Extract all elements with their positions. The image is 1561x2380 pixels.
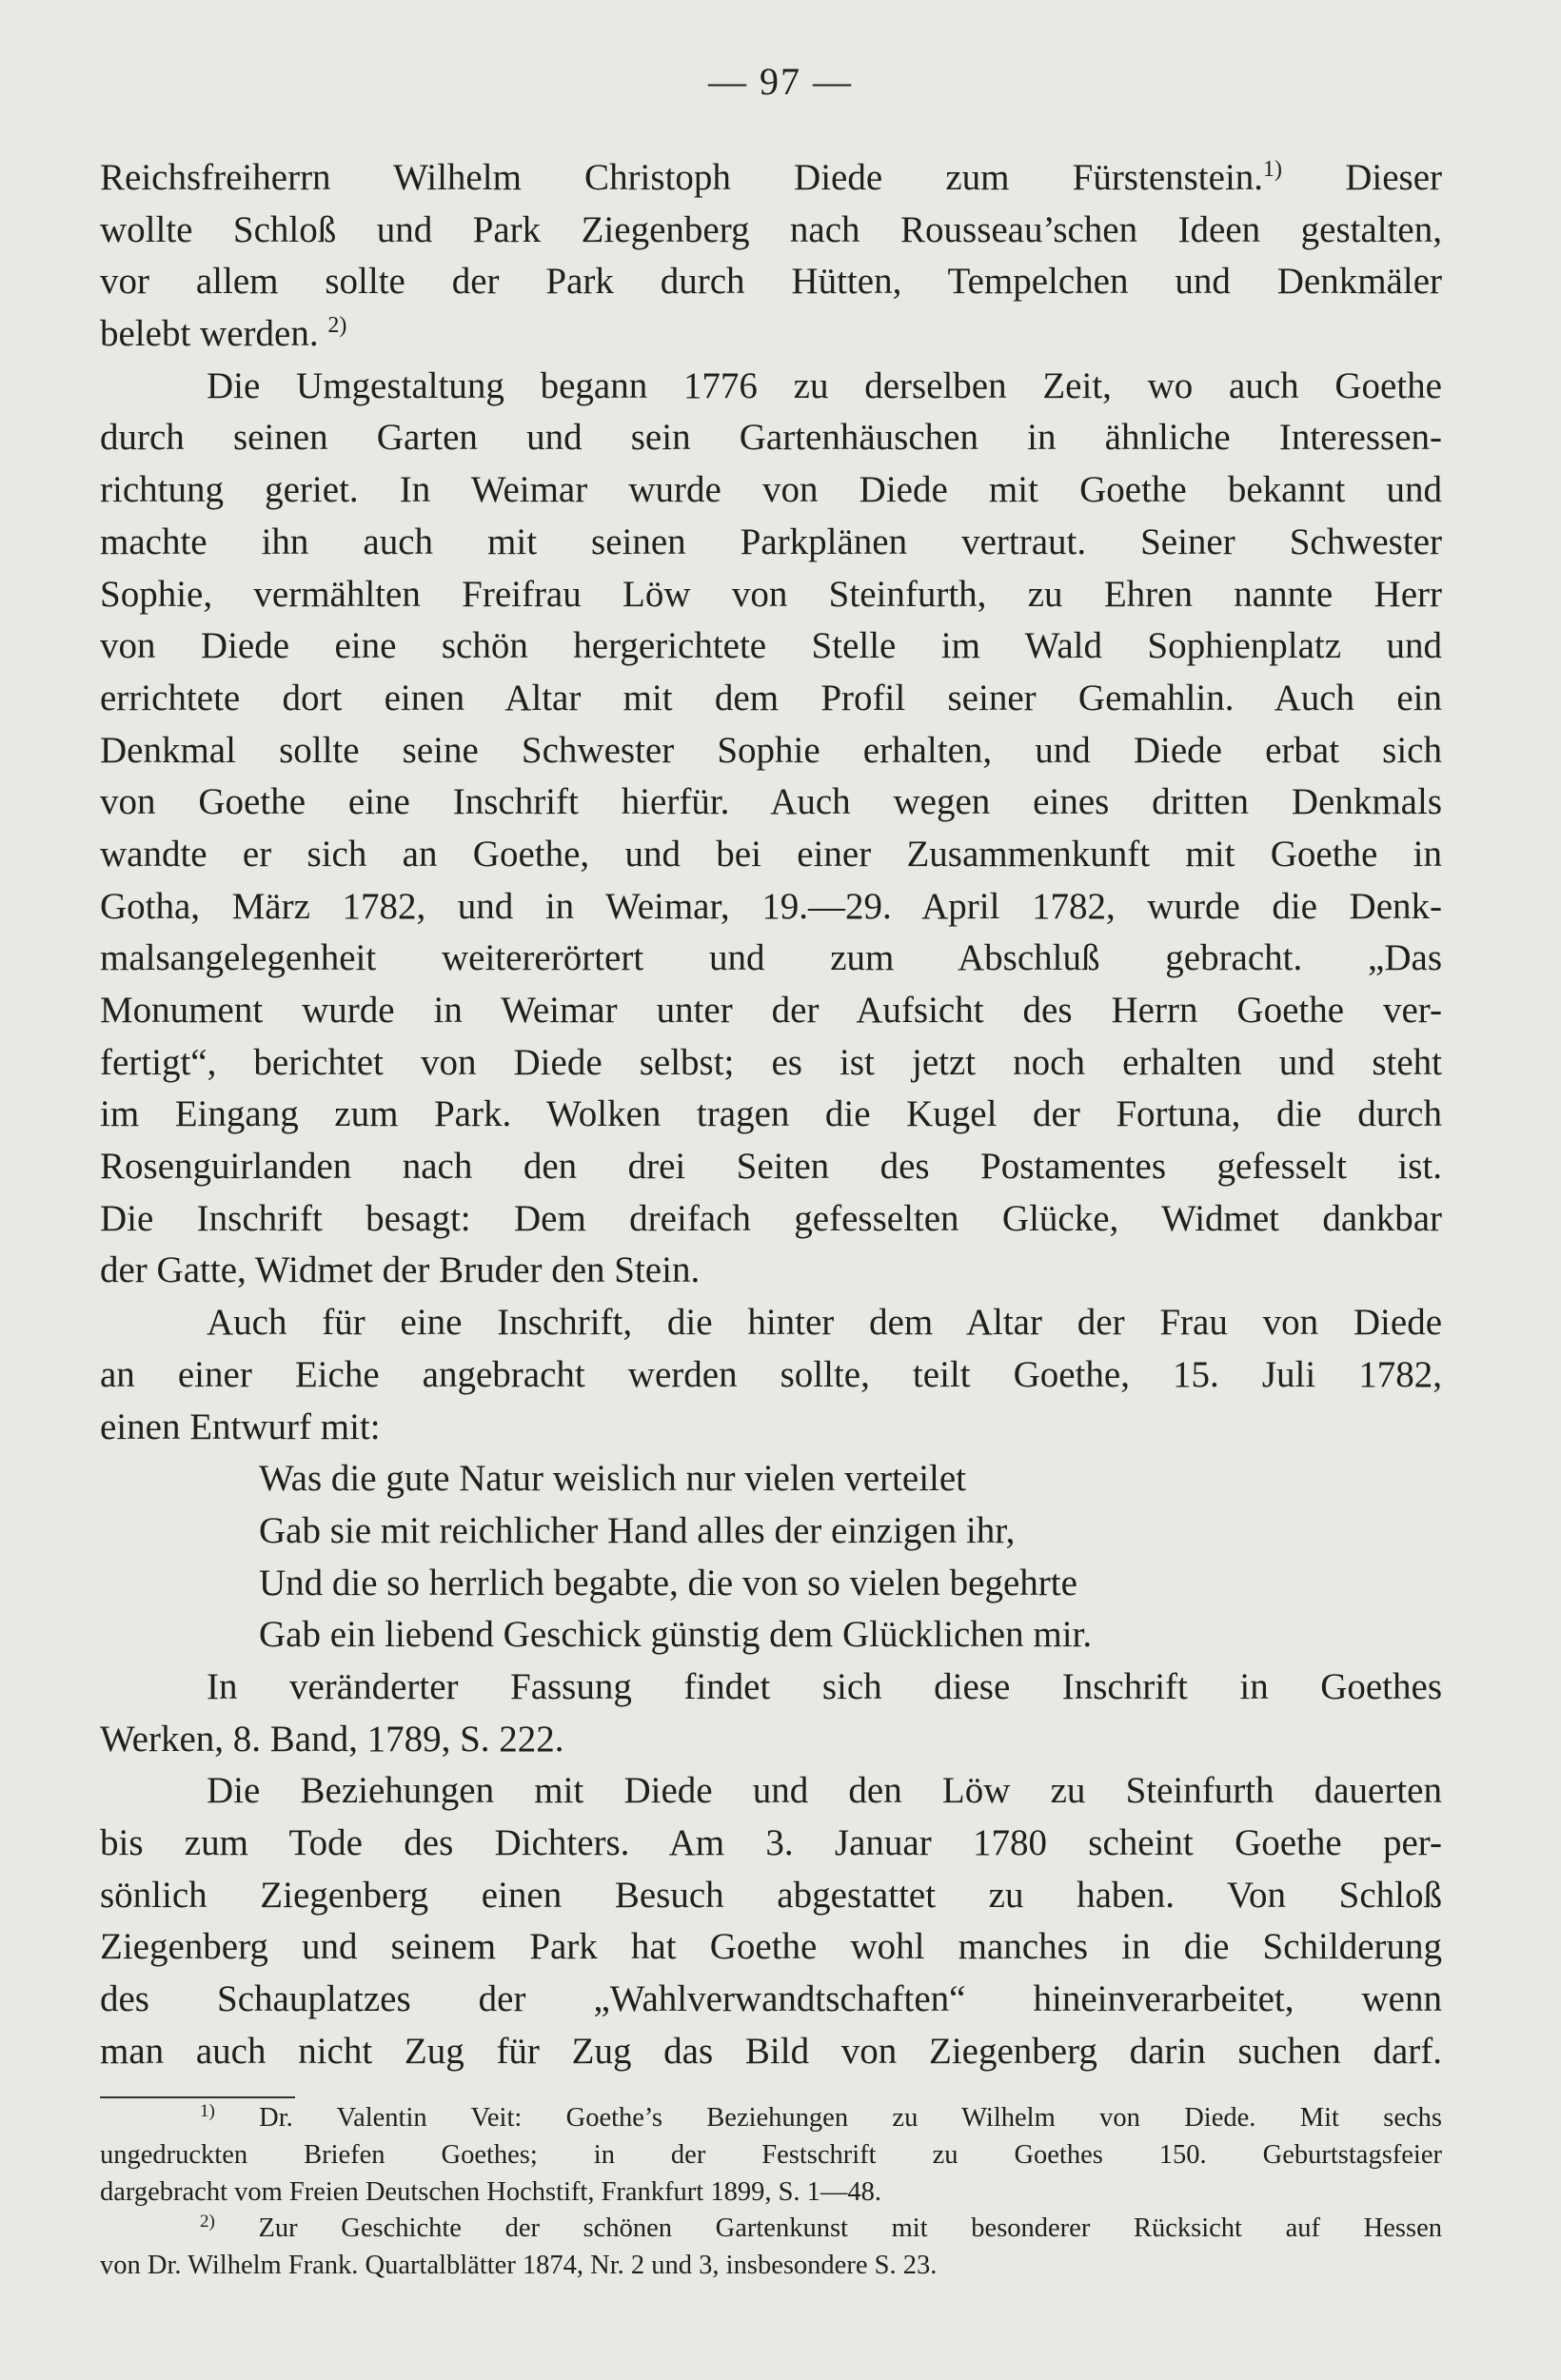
footnote-ref: 1) (1263, 157, 1283, 182)
text-line: errichtete dort einen Altar mit dem Profil seiner Gemahlin. Auch ein (100, 677, 1442, 718)
footnote-line: $^{2)}$ Zur Geschichte der schönen Gartenkunst mit besonderer Rücksicht auf Hessen (200, 2212, 1442, 2244)
footnote-ref: 2) (327, 313, 347, 339)
verse-line: Und die so herrlich begabte, die von so vielen begehrte (259, 1562, 1077, 1603)
verse-line: Gab ein liebend Geschick günstig dem Glücklichen mir. (259, 1614, 1093, 1656)
text-line: bis zum Tode des Dichters. Am 3. Januar 1780 scheint Goethe per- (100, 1822, 1442, 1863)
footnote-line: von Dr. Wilhelm Frank. Quartalblätter 1874, Nr. 2 und 3, insbesondere S. 23. (100, 2251, 938, 2281)
text-line: Reichsfreiherrn Wilhelm Christoph Diede zum Fürstenstein.$^{1)}$ Dieser (100, 157, 1442, 198)
text-line: man auch nicht Zug für Zug das Bild von Ziegenberg darin suchen darf. (100, 2030, 1442, 2072)
text-line: durch seinen Garten und sein Gartenhäuschen in ähnliche Interessen- (100, 417, 1442, 459)
text-line: fertigt“, berichtet von Diede selbst; es ist jetzt noch erhalten und steht (100, 1041, 1442, 1083)
text-line: Sophie, vermählten Freifrau Löw von Steinfurth, zu Ehren nannte Herr (100, 573, 1442, 615)
text-line: wollte Schloß und Park Ziegenberg nach Rousseau’schen Ideen gestalten, (100, 208, 1442, 250)
footnote-marker: 1) (200, 2101, 215, 2121)
text-line: von Goethe eine Inschrift hierfür. Auch wegen eines dritten Denkmals (100, 781, 1442, 823)
footnotes (100, 2100, 1442, 2285)
text-line: Monument wurde in Weimar unter der Aufsicht des Herrn Goethe ver- (100, 990, 1442, 1031)
text-line: malsangelegenheit weitererörtert und zum Abschluß gebracht. „Das (100, 937, 1442, 979)
text-line: In veränderter Fassung findet sich diese Inschrift in Goethes (207, 1665, 1442, 1707)
verse-line: Was die gute Natur weislich nur vielen verteilet (259, 1458, 967, 1500)
text-line: sönlich Ziegenberg einen Besuch abgestattet zu haben. Von Schloß (100, 1874, 1442, 1916)
text-line: der Gatte, Widmet der Bruder den Stein. (100, 1249, 701, 1291)
text-line: im Eingang zum Park. Wolken tragen die Kugel der Fortuna, die durch (100, 1093, 1442, 1135)
footnote-line: dargebracht vom Freien Deutschen Hochstift, Frankfurt 1899, S. 1—48. (100, 2176, 882, 2207)
text-line: Gotha, März 1782, und in Weimar, 19.—29. April 1782, wurde die Denk- (100, 885, 1442, 927)
footnote-line: $^{1)}$ Dr. Valentin Veit: Goethe’s Beziehungen zu Wilhelm von Diede. Mit sechs (200, 2101, 1442, 2133)
text-line: wandte er sich an Goethe, und bei einer Zusammenkunft mit Goethe in (100, 833, 1442, 875)
text-line: vor allem sollte der Park durch Hütten, Tempelchen und Denkmäler (100, 261, 1442, 303)
text-line: Die Beziehungen mit Diede und den Löw zu Steinfurth dauerten (207, 1770, 1442, 1812)
text-line: richtung geriet. In Weimar wurde von Diede mit Goethe bekannt und (100, 469, 1442, 511)
footnote-line: ungedruckten Briefen Goethes; in der Festschrift zu Goethes 150. Geburtstagsfeier (100, 2139, 1442, 2170)
text-line: Rosenguirlanden nach den drei Seiten des Postamentes gefesselt ist. (100, 1146, 1442, 1188)
text-line: Die Inschrift besagt: Dem dreifach gefesselten Glücke, Widmet dankbar (100, 1197, 1442, 1239)
text-line: machte ihn auch mit seinen Parkplänen vertraut. Seiner Schwester (100, 521, 1442, 562)
text-line: belebt werden. $^{2)}$ (100, 313, 347, 355)
footnote-divider (100, 2096, 295, 2098)
text-line: einen Entwurf mit: (100, 1406, 381, 1447)
page-number: — 97 — (708, 60, 853, 103)
footnote-marker: 2) (200, 2212, 215, 2232)
text-line: Auch für eine Inschrift, die hinter dem Altar der Frau von Diede (207, 1302, 1442, 1344)
verse-line: Gab sie mit reichlicher Hand alles der einzigen ihr, (259, 1509, 1016, 1551)
text-line: Denkmal sollte seine Schwester Sophie erhalten, und Diede erbat sich (100, 729, 1442, 771)
text-line: Werken, 8. Band, 1789, S. 222. (100, 1718, 564, 1760)
text-line: Ziegenberg und seinem Park hat Goethe wohl manches in die Schilderung (100, 1926, 1442, 1968)
text-line: des Schauplatzes der „Wahlverwandtschaften“ hineinverarbeitet, wenn (100, 1978, 1442, 2020)
text-line: Die Umgestaltung begann 1776 zu derselben Zeit, wo auch Goethe (207, 364, 1442, 406)
body-text (100, 152, 1442, 2077)
text-line: von Diede eine schön hergerichtete Stelle im Wald Sophienplatz und (100, 625, 1442, 667)
text-line: an einer Eiche angebracht werden sollte, teilt Goethe, 15. Juli 1782, (100, 1353, 1442, 1395)
